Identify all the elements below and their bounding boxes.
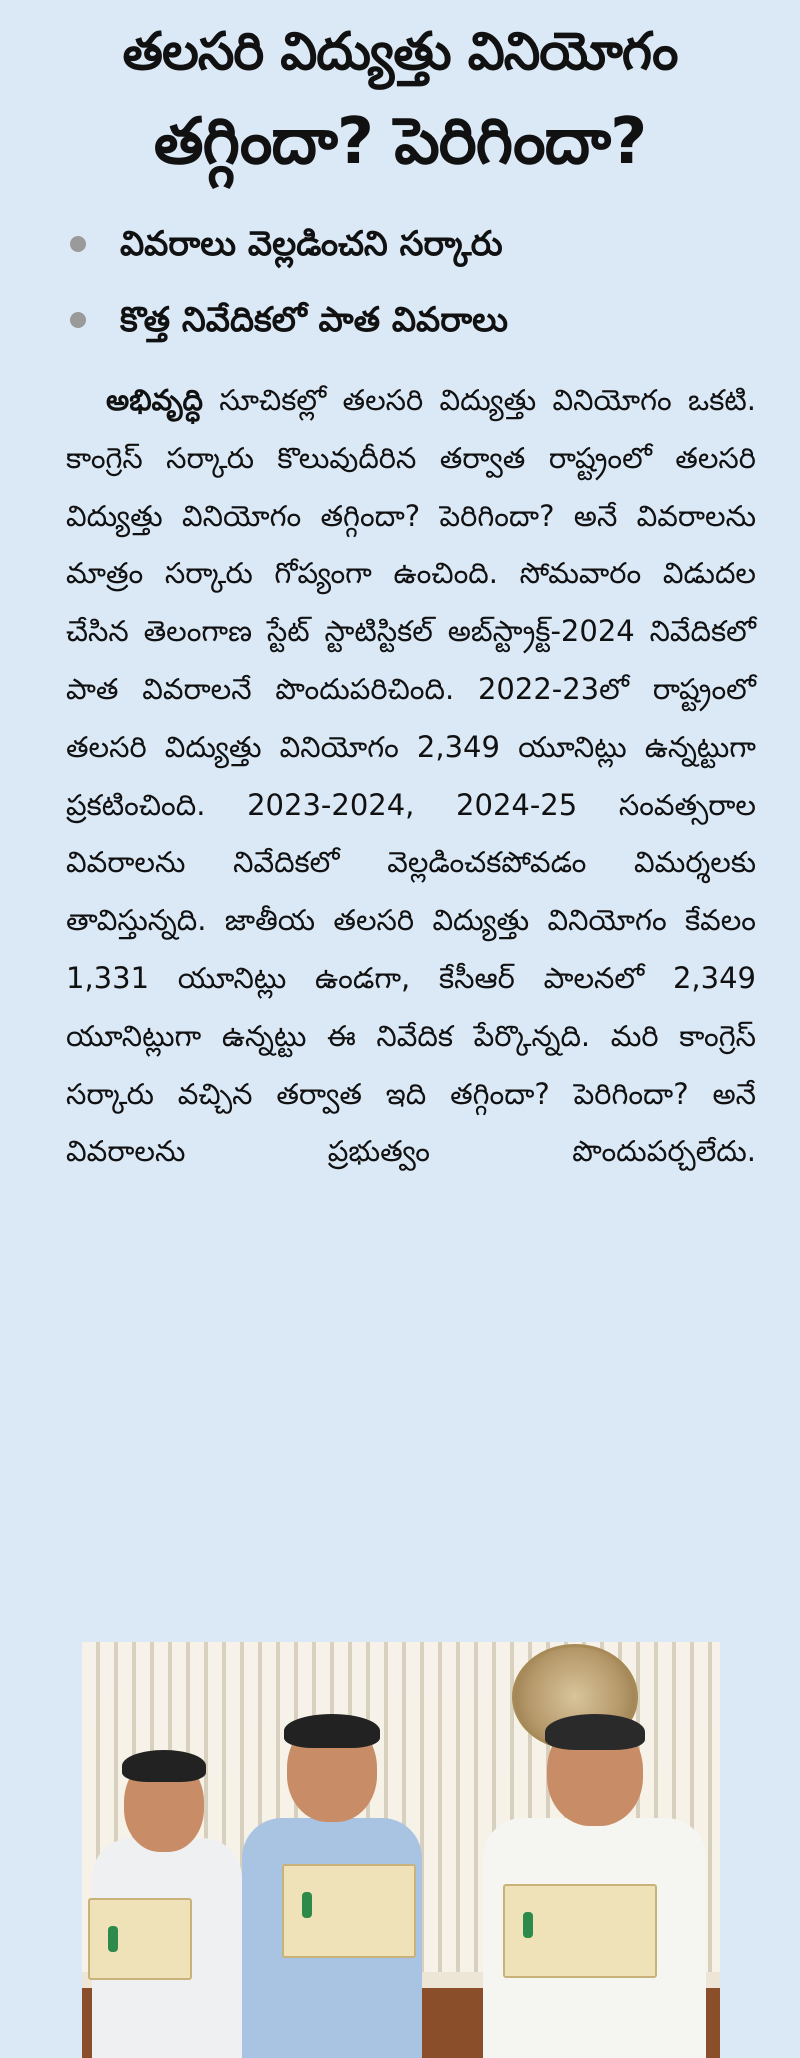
person-right [477, 1718, 712, 2058]
bullet-text: వివరాలు వెల్లడించని సర్కారు [120, 224, 503, 264]
press-release-photo [82, 1642, 720, 2058]
bullet-text: కొత్త నివేదికలో పాత వివరాలు [120, 300, 508, 340]
highlight-bullets [40, 206, 760, 358]
report-document-left [88, 1898, 192, 1980]
bullet-item [70, 282, 760, 358]
headline-line-1: తలసరి విద్యుత్తు వినియోగం [122, 22, 678, 82]
report-document-right [503, 1884, 657, 1978]
article-body-text: సూచికల్లో తలసరి విద్యుత్తు వినియోగం ఒకటి. కాంగ్రెస్ సర్కారు కొలువుదీరిన తర్వాత రాష్ట్రంలో తలసరి విద్యుత్తు వినియోగం తగ్గిందా? పెరిగిందా? అనే వివరాలను మాత్రం సర్కారు గోప్యంగా ఉంచింది. సోమవారం విడుదల చేసిన తెలంగాణ స్టేట్ స్టాటిస్టికల్ అబ్‌స్ట్రాక్ట్-2024 నివేదికలో పాత వివరాలనే పొందుపరిచింది. 2022-23లో రాష్ట్రంలో తలసరి విద్యుత్తు వినియోగం 2,349 యూనిట్లు ఉన్నట్టుగా ప్రకటించింది. 2023-2024, 2024-25 సంవత్సరాల వివరాలను నివేదికలో వెల్లడించకపోవడం విమర్శలకు తావిస్తున్నది. జాతీయ తలసరి విద్యుత్తు వినియోగం కేవలం 1,331 యూనిట్లు ఉండగా, కేసీఆర్ పాలనలో 2,349 యూనిట్లుగా ఉన్నట్టు ఈ నివేదిక పేర్కొన్నది. మరి కాంగ్రెస్ సర్కారు వచ్చిన తర్వాత ఇది తగ్గిందా? పెరిగిందా? అనే వివరాలను ప్రభుత్వం పొందుపర్చలేదు. [66, 383, 756, 1169]
report-document-center [282, 1864, 416, 1958]
bullet-dot-icon [70, 236, 86, 252]
article-lead-word: అభివృద్ధి [106, 383, 203, 417]
person-center [232, 1718, 432, 2058]
article-body [40, 372, 760, 1357]
headline [40, 12, 760, 192]
bullet-dot-icon [70, 312, 86, 328]
person-left [82, 1748, 252, 2058]
headline-line-2: తగ్గిందా? పెరిగిందా? [153, 105, 647, 179]
bullet-item [70, 206, 760, 282]
